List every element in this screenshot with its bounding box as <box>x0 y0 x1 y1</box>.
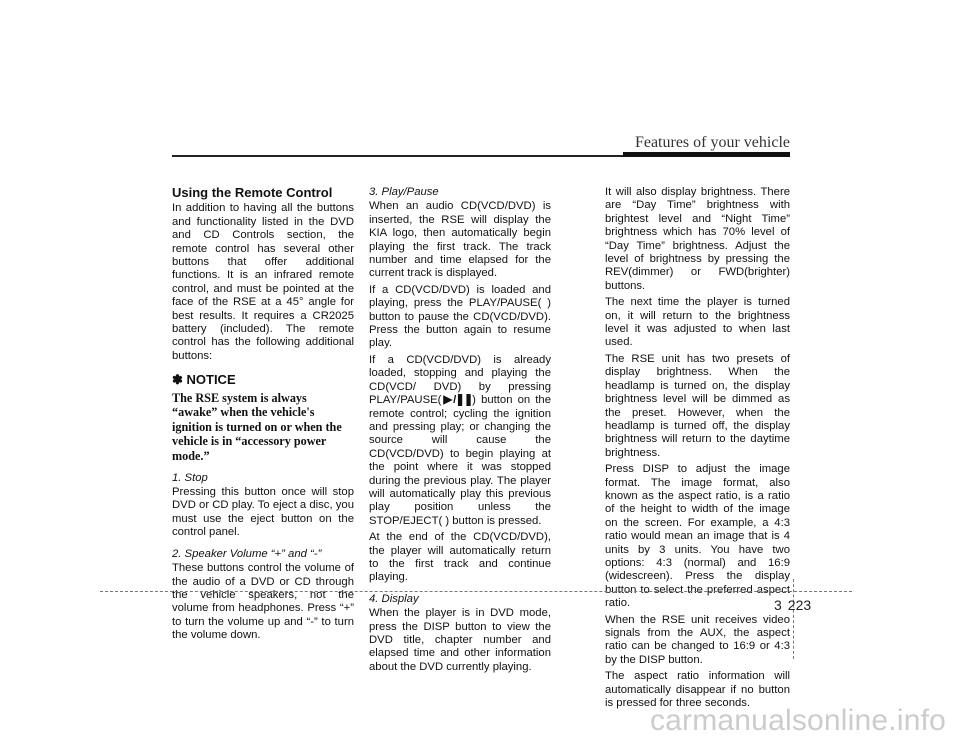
header-tab <box>623 152 790 157</box>
brightness-paragraph-2: The next time the player is turned on, it will return to the brightness level it was adjusted to when last used. <box>605 296 790 349</box>
aspect-paragraph-2: When the RSE unit receives video signals from the AUX, the aspect ratio can be changed to 16:9 or 4:3 by the DISP button. <box>605 613 790 666</box>
play-paragraph-3-a: If a CD(VCD/DVD) is already loaded, stopping and playing the CD(VCD/ DVD) by pressing PLAY/PAUSE( <box>369 353 551 407</box>
stop-paragraph: Pressing this button once will stop DVD or CD play. To eject a disc, you must use the eject button on the control panel. <box>172 486 354 539</box>
brightness-paragraph-3: The RSE unit has two presets of display brightness. When the headlamp is turned on, the display brightness level will be dimmed as the preset. However, when the headlamp is turned off, the display brightness will return to the daytime brightness. <box>605 352 790 459</box>
play-paragraph-1: When an audio CD(VCD/DVD) is inserted, the RSE will display the KIA logo, then automatically begin playing the first track. The track number and time elapsed for the current track is displayed. <box>369 200 551 280</box>
display-paragraph: When the player is in DVD mode, press the DISP button to view the DVD title, chapter number and elapsed time and other information about the DVD currently playing. <box>369 607 551 673</box>
play-pause-icon: ▶/❚❚ <box>441 394 473 407</box>
stop-heading: 1. Stop <box>172 471 208 484</box>
brightness-paragraph-1: It will also display brightness. There are “Day Time” brightness with brightest level and “Night Time” brightness which has 70% level of “Day Time” brightness. Adjust the level of brightness by pressing the REV(dimmer) or FWD(brighter) buttons. <box>605 186 790 292</box>
play-paragraph-2: If a CD(VCD/DVD) is loaded and playing, press the PLAY/PAUSE( ) button to pause the CD(VCD/DVD). Press the button again to resume play. <box>369 283 551 350</box>
play-paragraph-3-b: ) button on the remote control; cycling the ignition and pressing play; or changing the source will cause the CD(VCD/DVD) to begin playing at the point where it was stopped during the previous play. The player will automatically play this previous play position unless the STOP/EJECT( ) button is pressed. <box>369 394 551 527</box>
volume-heading: 2. Speaker Volume “+” and “-” <box>172 547 322 560</box>
page-number-value: 223 <box>787 597 812 613</box>
play-paragraph-3 <box>369 354 551 528</box>
play-pause-heading: 3. Play/Pause <box>369 186 439 198</box>
footer-dashed-line <box>100 591 852 592</box>
watermark: carmanualsonline.info <box>649 704 946 737</box>
play-paragraph-4: At the end of the CD(VCD/DVD), the player will automatically return to the first track and continue playing. <box>369 531 551 584</box>
column-1 <box>172 186 354 646</box>
header-title: Features of your vehicle <box>634 134 790 151</box>
chapter-number: 3 <box>774 597 782 613</box>
notice-heading: ✽ NOTICE <box>172 372 236 388</box>
section-heading: Using the Remote Control <box>172 185 333 200</box>
page-number <box>774 597 811 613</box>
volume-paragraph: These buttons control the volume of the audio of a DVD or CD through the vehicle speakers, not the volume from headphones. Press “+” to turn the volume up and “-” to turn the volume down. <box>172 562 354 642</box>
intro-paragraph: In addition to having all the buttons and functionality listed in the DVD and CD Controls section, the remote control has several other buttons that offer additional functions. It is an infrared remote control, and must be pointed at the face of the RSE at a 45° angle for best results. It requires a CR2025 battery (included). The remote control has the following additional buttons: <box>172 202 354 362</box>
notice-text: The RSE system is always “awake” when the vehicle's ignition is turned on or when the vehicle is in “accessory power mode.” <box>172 390 342 464</box>
column-2 <box>369 186 551 677</box>
aspect-paragraph-3: The aspect ratio information will automatically disappear if no button is pressed for three seconds. <box>605 670 790 710</box>
display-heading: 4. Display <box>369 592 419 605</box>
footer-vertical-line <box>793 579 794 659</box>
column-3 <box>605 186 790 713</box>
aspect-paragraph-1: Press DISP to adjust the image format. The image format, also known as the aspect ratio, is a ratio of the height to width of the image on the screen. For example, a 4:3 ratio would mean an image that is 4 units by 3 units. You have two options: 4:3 (normal) and 16:9 (widescreen). Press the display button to select the preferred aspect ratio. <box>605 463 790 610</box>
